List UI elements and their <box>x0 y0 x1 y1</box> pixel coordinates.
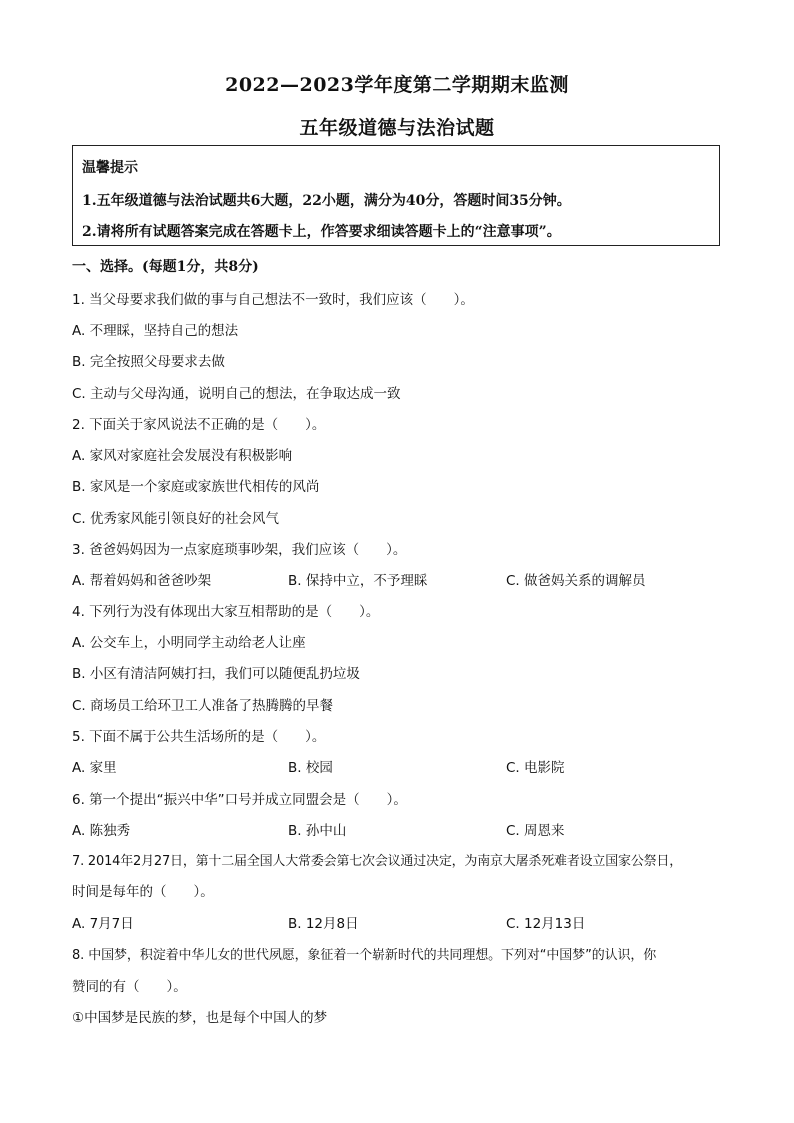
question-1: 1. 当父母要求我们做的事与自己想法不一致时，我们应该（ ）。 <box>72 292 474 308</box>
notice-item-2: 2.请将所有试题答案完成在答题卡上，作答要求细读答题卡上的“注意事项”。 <box>82 224 561 240</box>
question-8-continued: 赞同的有（ ）。 <box>72 979 187 995</box>
exam-subtitle: 五年级道德与法治试题 <box>299 117 495 139</box>
question-7-option-c: C. 12月13日 <box>506 916 586 932</box>
question-1-option-a: A. 不理睬，坚持自己的想法 <box>72 323 239 339</box>
question-6-option-b: B. 孙中山 <box>288 823 347 839</box>
question-1-option-c: C. 主动与父母沟通，说明自己的想法，在争取达成一致 <box>72 386 401 402</box>
notice-box <box>72 145 720 246</box>
question-4: 4. 下列行为没有体现出大家互相帮助的是（ ）。 <box>72 604 380 620</box>
question-2-option-c: C. 优秀家风能引领良好的社会风气 <box>72 511 280 527</box>
exam-title: 2022—2023学年度第二学期期末监测 <box>225 74 569 96</box>
question-3-option-c: C. 做爸妈关系的调解员 <box>506 573 646 589</box>
question-4-option-c: C. 商场员工给环卫工人准备了热腾腾的早餐 <box>72 698 334 714</box>
question-7-option-a: A. 7月7日 <box>72 916 134 932</box>
question-2: 2. 下面关于家风说法不正确的是（ ）。 <box>72 417 326 433</box>
question-5: 5. 下面不属于公共生活场所的是（ ）。 <box>72 729 326 745</box>
notice-heading: 温馨提示 <box>82 160 138 176</box>
question-8: 8. 中国梦，积淀着中华儿女的世代夙愿，象征着一个崭新时代的共同理想。下列对“中国梦”的认识，你 <box>72 948 657 963</box>
question-6-option-a: A. 陈独秀 <box>72 823 131 839</box>
question-7-continued: 时间是每年的（ ）。 <box>72 884 214 900</box>
question-5-option-c: C. 电影院 <box>506 760 565 776</box>
question-5-option-b: B. 校园 <box>288 760 333 776</box>
question-7: 7. 2014年2月27日，第十二届全国人大常委会第七次会议通过决定，为南京大屠杀死难者设立国家公祭日， <box>72 854 683 869</box>
question-1-option-b: B. 完全按照父母要求去做 <box>72 354 225 370</box>
notice-item-1: 1.五年级道德与法治试题共6大题，22小题，满分为40分，答题时间35分钟。 <box>82 193 571 209</box>
question-3-option-b: B. 保持中立，不予理睬 <box>288 573 428 589</box>
question-4-option-b: B. 小区有清洁阿姨打扫，我们可以随便乱扔垃圾 <box>72 666 360 682</box>
question-2-option-b: B. 家风是一个家庭或家族世代相传的风尚 <box>72 479 320 495</box>
question-7-option-b: B. 12月8日 <box>288 916 359 932</box>
question-5-option-a: A. 家里 <box>72 760 117 776</box>
question-4-option-a: A. 公交车上，小明同学主动给老人让座 <box>72 635 306 651</box>
question-3-option-a: A. 帮着妈妈和爸爸吵架 <box>72 573 212 589</box>
question-6: 6. 第一个提出“振兴中华”口号并成立同盟会是（ ）。 <box>72 792 407 808</box>
question-6-option-c: C. 周恩来 <box>506 823 565 839</box>
section-heading: 一、选择。(每题1分，共8分) <box>72 259 259 275</box>
question-2-option-a: A. 家风对家庭社会发展没有积极影响 <box>72 448 293 464</box>
question-8-item-1: ①中国梦是民族的梦，也是每个中国人的梦 <box>72 1010 328 1026</box>
question-3: 3. 爸爸妈妈因为一点家庭琐事吵架，我们应该（ ）。 <box>72 542 407 558</box>
